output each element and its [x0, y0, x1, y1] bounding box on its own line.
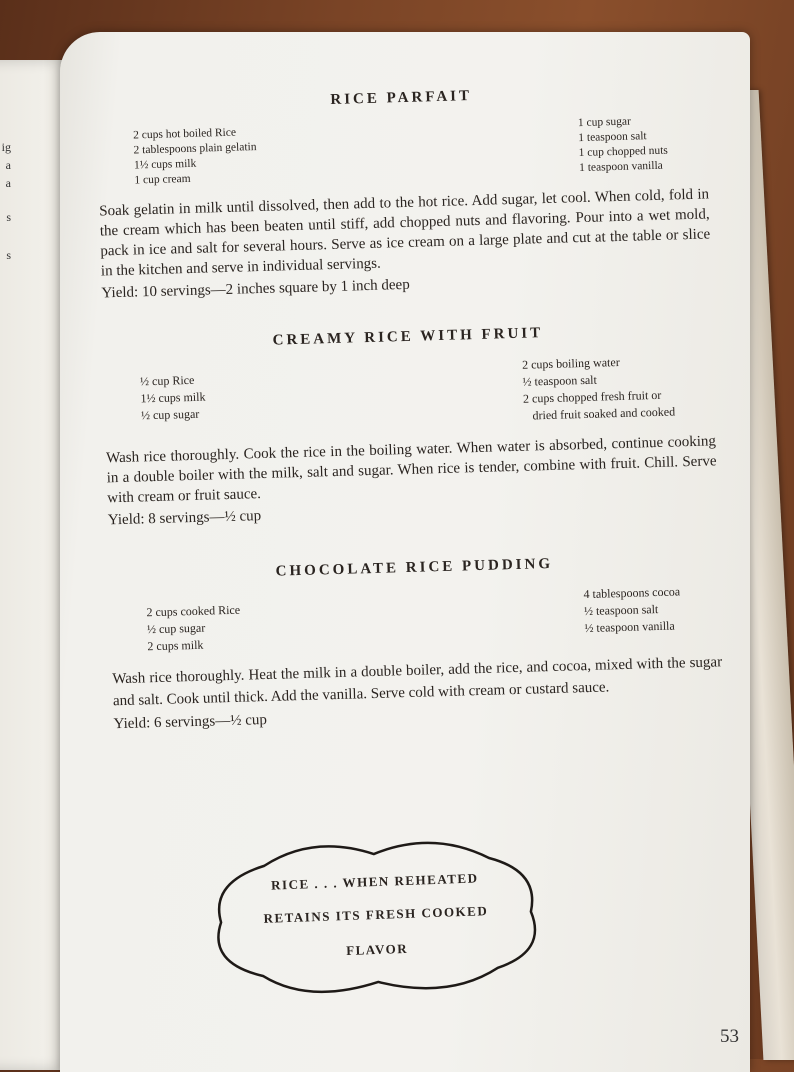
- recipe-creamy-rice-with-fruit: [103, 320, 718, 530]
- recipe-title: RICE PARFAIT: [330, 88, 473, 108]
- ingredient: ½ cup sugar: [140, 406, 200, 423]
- cookbook-page: [60, 32, 750, 1072]
- ingredients-right: [522, 352, 675, 424]
- recipe-yield: Yield: 10 servings—2 inches square by 1 inch deep: [101, 276, 410, 302]
- ingredients-right: [578, 114, 669, 176]
- ingredient: 4 tablespoons cocoa: [583, 584, 681, 602]
- left-page-fragment: s: [6, 248, 11, 262]
- recipe-rice-parfait: [96, 81, 711, 303]
- ingredient: ½ cup sugar: [146, 620, 206, 637]
- ingredient: dried fruit soaked and cooked: [523, 404, 676, 423]
- ingredients-left: [133, 125, 258, 188]
- ingredient: 1½ cups milk: [140, 389, 206, 406]
- ingredient: 2 cups milk: [147, 637, 204, 654]
- ingredient-list: [104, 351, 716, 436]
- left-page-fragment: a: [5, 158, 11, 172]
- recipe-instructions: Wash rice thoroughly. Heat the milk in a double boiler, add the rice, and cocoa, mixed with the sugar and salt. Cook until thick. Add the vanilla. Serve cold with cream or custard sauce.: [112, 654, 723, 710]
- recipe-instructions: Soak gelatin in milk until dissolved, then add to the hot rice. Add sugar, let cool. When cold, fold in the cream which has been beaten until stiff, add chopped nuts and flavoring. Pour into a wet mold, pack in ice and salt for several hours. Serve as ice cream on a large plate and cut at the table or slice in the kitchen and serve in individual servings.: [99, 186, 711, 280]
- ingredients-right: [583, 583, 681, 643]
- recipe-yield: Yield: 8 servings—½ cup: [107, 508, 262, 529]
- ingredient: 1 cup sugar: [577, 115, 632, 130]
- callout-cloud: [203, 826, 549, 1008]
- ingredient: 1 cup chopped nuts: [578, 144, 668, 160]
- recipe-title: CREAMY RICE WITH FRUIT: [272, 325, 544, 349]
- ingredient: ½ teaspoon vanilla: [584, 618, 675, 636]
- ingredient: 1 teaspoon vanilla: [578, 159, 663, 175]
- callout-line: RETAINS ITS FRESH COOKED: [263, 903, 489, 926]
- recipe-title: CHOCOLATE RICE PUDDING: [275, 555, 554, 580]
- ingredient: 2 cups chopped fresh fruit or: [522, 387, 662, 406]
- left-page-fragment: ig: [1, 140, 11, 154]
- callout-line: FLAVOR: [345, 940, 409, 959]
- left-page-fragment: a: [5, 176, 11, 190]
- ingredient: 2 cups cooked Rice: [146, 602, 241, 620]
- page-number: 53: [720, 1026, 739, 1047]
- recipe-chocolate-rice-pudding: [109, 551, 723, 734]
- ingredient-list: [110, 582, 721, 656]
- ingredient: 1 teaspoon salt: [578, 130, 647, 145]
- ingredient: ½ teaspoon salt: [583, 602, 659, 619]
- callout-line: RICE . . . WHEN REHEATED: [270, 870, 479, 893]
- ingredient: 1 cup cream: [134, 172, 191, 187]
- ingredient-list: [97, 112, 708, 189]
- ingredient: ½ cup Rice: [139, 372, 195, 389]
- left-page-fragment: s: [6, 210, 11, 224]
- ingredients-left: [146, 596, 241, 656]
- ingredient: 2 cups hot boiled Rice: [132, 126, 237, 142]
- ingredient: ½ teaspoon salt: [522, 372, 598, 389]
- ingredient: 1½ cups milk: [133, 157, 197, 172]
- ingredient: 2 cups boiling water: [521, 355, 620, 372]
- ingredients-left: [140, 366, 207, 436]
- recipe-instructions: Wash rice thoroughly. Cook the rice in the boiling water. When water is absorbed, continue cooking in a double boiler with the milk, salt and sugar. When rice is tender, combine with fruit. Chill. Serve with cream or fruit sauce.: [105, 433, 717, 507]
- ingredient: 2 tablespoons plain gelatin: [133, 141, 257, 157]
- recipe-yield: Yield: 6 servings—½ cup: [113, 711, 268, 733]
- page-content: [96, 81, 724, 734]
